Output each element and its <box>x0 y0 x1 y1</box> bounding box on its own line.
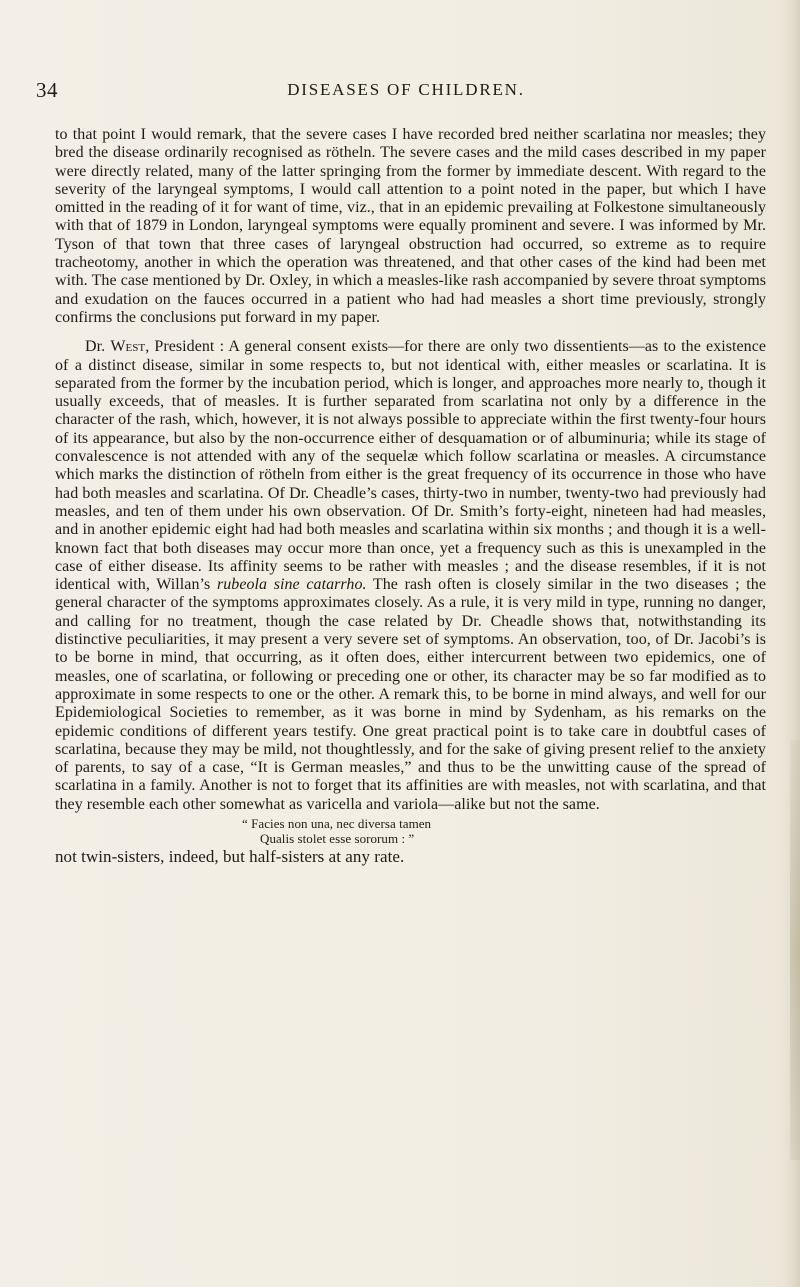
quotation-line-1: “ Facies non una, nec diversa tamen <box>242 815 432 831</box>
closing-line: not twin-sisters, indeed, but half-sisters at any rate. <box>55 846 405 866</box>
page-edge-shadow <box>782 0 800 1287</box>
paragraph-text-part-2: The rash often is closely similar in the two diseases ; the general character of the symptoms approximates closely. As a rule, it is very mild in type, running no danger, and calling for no treatment, though the case related by Dr. Cheadle shows that, notwithstanding its distinctive peculiarities, it may present a very severe set of symptoms. An observation, too, of Dr. Jacobi’s is to be borne in mind, that occurring, as it often does, either intercurrent between two epidemics, one of measles, one of scarlatina, or following or preceding one or other, its character may be so far modified as to approximate in some respects to one or the other. A remark this, to be borne in mind always, and well for our Epidemiological Societies to remember, as it was borne in mind by Sydenham, as his remarks on the epidemic conditions of different years testify. One great practical point is to take care in doubtful cases of scarlatina, because they may be mild, not thoughtlessly, and for the sake of giving present relief to the anxiety of parents, to say of a case, “It is German measles,” and thus to be the unwitting cause of the spread of scarlatina in a family. Another is not to forget that its affinities are with measles, not with scarlatina, and that they resemble each other somewhat as varicella and variola—alike but not the same. <box>55 576 766 813</box>
page-edge-stain <box>790 740 800 1160</box>
speaker-title: , President : <box>145 338 229 356</box>
italic-term: rubeola sine catarrho. <box>216 576 367 594</box>
running-head: DISEASES OF CHILDREN. <box>287 80 525 99</box>
paragraph-text-part-1: A general consent exists—for there are only two dissentients—as to the existence of a distinct disease, similar in some respects to, but not identical with, either measles or scarlatina. It is separated from the former by the incubation period, which is longer, and approaches more nearly to, though it usually exceeds, that of measles. It is further separated from scarlatina not only by a difference in the character of the rash, which, however, it is not always possible to appreciate within the first twenty-four hours of its appearance, but also by the non-occurrence either of desquamation or of albuminuria; while its stage of convalescence is not attended with any of the sequelæ which follow scarlatina or measles. A circumstance which marks the distinction of rötheln from either is the great frequency of its occurrence in those who have had both measles and scarlatina. Of Dr. Cheadle’s cases, thirty-two in number, twenty-two had previously had measles, and ten of them under his own observation. Of Dr. Smith’s forty-eight, nineteen had had measles, and in another epidemic eight had had both measles and scarlatina within six months ; and though it is a well-known fact that both diseases may occur more than once, yet a frequency such as this is unexampled in the case of either disease. Its affinity seems to be rather with measles ; and the disease resembles, if it is not identical with, Willan’s <box>55 338 767 594</box>
latin-quotation <box>242 816 766 846</box>
paragraph-continuation: to that point I would remark, that the severe cases I have recorded bred neither scarlatina nor measles; they bred the disease ordinarily recognised as rötheln. The severe cases and the mild cases described in my paper were directly related, many of the latter springing from the former by immediate descent. With regard to the severity of the laryngeal symptoms, I would call attention to a point noted in the paper, but which I have omitted in the reading of it for want of time, viz., that in an epidemic prevailing at Folkestone simultaneously with that of 1879 in London, laryngeal symptoms were equally prominent and severe. I was informed by Mr. Tyson of that town that three cases of laryngeal obstruction had occurred, so extreme as to require tracheotomy, another in which the operation was threatened, and that other cases of the kind had been met with. The case mentioned by Dr. Oxley, in which a measles-like rash accompanied by severe throat symptoms and exudation on the fauces occurred in a patient who had had measles a short time previously, strongly confirms the conclusions put forward in my paper. <box>55 126 766 326</box>
paragraph-dr-west <box>55 338 766 814</box>
page-header <box>36 78 776 106</box>
page-body <box>55 126 766 866</box>
page-number: 34 <box>36 78 58 102</box>
speaker-name: West <box>110 338 146 356</box>
quotation-line-2: Qualis stolet esse sororum : ” <box>260 830 415 846</box>
speaker-prefix: Dr. <box>85 338 111 356</box>
